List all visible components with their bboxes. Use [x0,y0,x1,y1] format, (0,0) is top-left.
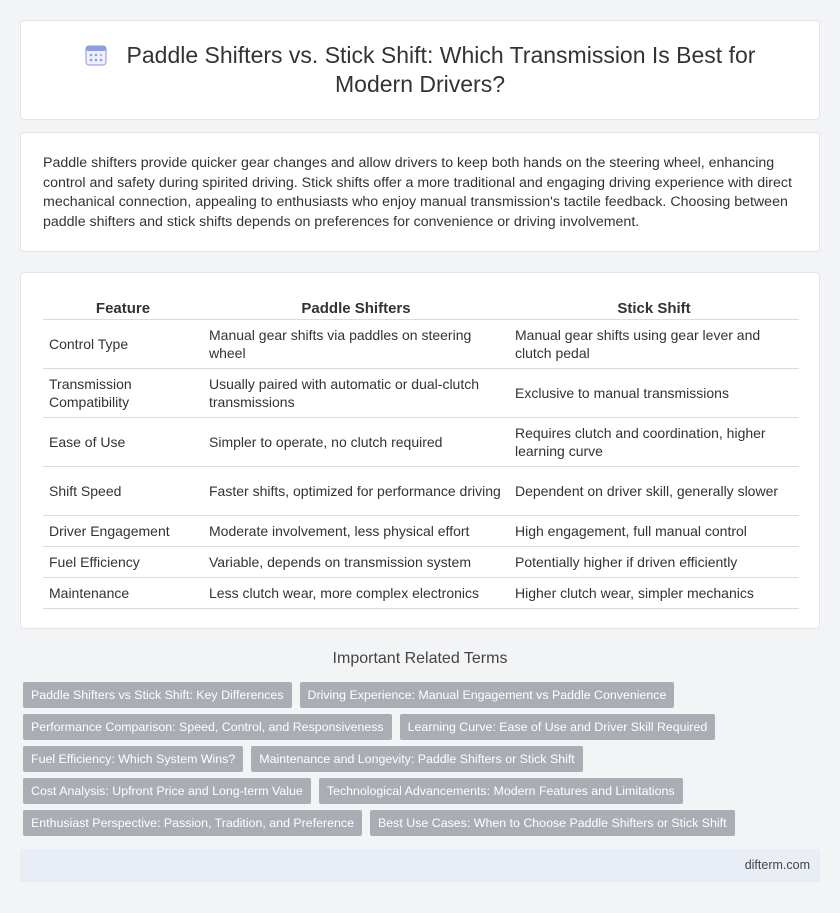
feature-cell: Driver Engagement [43,516,203,547]
calendar-grid-icon [85,44,107,66]
feature-cell: Transmission Compatibility [43,369,203,418]
paddle-cell: Usually paired with automatic or dual-clutch transmissions [203,369,509,418]
header-feature: Feature [43,293,203,320]
paddle-cell: Moderate involvement, less physical effort [203,516,509,547]
tag-row [23,810,823,836]
tag-row [23,682,823,708]
comparison-table [43,293,799,609]
related-term-tag[interactable]: Maintenance and Longevity: Paddle Shifters or Stick Shift [251,746,582,772]
table-row [43,369,799,418]
table-row [43,418,799,467]
related-term-tag[interactable]: Fuel Efficiency: Which System Wins? [23,746,243,772]
related-term-tag[interactable]: Technological Advancements: Modern Features and Limitations [319,778,683,804]
feature-cell: Ease of Use [43,418,203,467]
page-title [70,41,770,99]
feature-cell: Maintenance [43,578,203,609]
table-row [43,516,799,547]
tag-row [23,778,823,804]
related-terms-list [23,682,823,842]
feature-cell: Fuel Efficiency [43,547,203,578]
paddle-cell: Less clutch wear, more complex electronics [203,578,509,609]
title-card [20,20,820,120]
feature-cell: Shift Speed [43,467,203,516]
stick-cell: Dependent on driver skill, generally slower [509,467,799,516]
table-row [43,320,799,369]
table-row [43,467,799,516]
tag-row [23,714,823,740]
stick-cell: Manual gear shifts using gear lever and clutch pedal [509,320,799,369]
paddle-cell: Manual gear shifts via paddles on steering wheel [203,320,509,369]
related-terms-title: Important Related Terms [332,650,508,667]
intro-card [20,132,820,252]
paddle-cell: Variable, depends on transmission system [203,547,509,578]
stick-cell: Exclusive to manual transmissions [509,369,799,418]
related-term-tag[interactable]: Enthusiast Perspective: Passion, Tradition, and Preference [23,810,362,836]
table-row [43,547,799,578]
table-header-row [43,293,799,320]
page-title-text: Paddle Shifters vs. Stick Shift: Which Transmission Is Best for Modern Drivers? [126,42,756,97]
related-term-tag[interactable]: Driving Experience: Manual Engagement vs Paddle Convenience [300,682,675,708]
header-paddle-shifters: Paddle Shifters [203,293,509,320]
related-term-tag[interactable]: Performance Comparison: Speed, Control, and Responsiveness [23,714,392,740]
stick-cell: Higher clutch wear, simpler mechanics [509,578,799,609]
header-stick-shift: Stick Shift [509,293,799,320]
comparison-table-card [20,272,820,629]
footer-bar [20,849,820,882]
related-term-tag[interactable]: Cost Analysis: Upfront Price and Long-term Value [23,778,311,804]
stick-cell: Requires clutch and coordination, higher learning curve [509,418,799,467]
footer-site-link[interactable]: difterm.com [744,858,810,872]
table-row [43,578,799,609]
tag-row [23,746,823,772]
related-term-tag[interactable]: Best Use Cases: When to Choose Paddle Shifters or Stick Shift [370,810,734,836]
paddle-cell: Faster shifts, optimized for performance driving [203,467,509,516]
stick-cell: Potentially higher if driven efficiently [509,547,799,578]
paddle-cell: Simpler to operate, no clutch required [203,418,509,467]
stick-cell: High engagement, full manual control [509,516,799,547]
related-term-tag[interactable]: Paddle Shifters vs Stick Shift: Key Differences [23,682,292,708]
feature-cell: Control Type [43,320,203,369]
related-term-tag[interactable]: Learning Curve: Ease of Use and Driver Skill Required [400,714,716,740]
intro-paragraph: Paddle shifters provide quicker gear changes and allow drivers to keep both hands on the steering wheel, enhancing control and safety during spirited driving. Stick shifts offer a more traditional and engaging driving experience with direct mechanical connection, appealing to enthusiasts who enjoy manual transmission's tactile feedback. Choosing between paddle shifters and stick shifts depends on preferences for convenience or driving involvement. [43,155,792,230]
